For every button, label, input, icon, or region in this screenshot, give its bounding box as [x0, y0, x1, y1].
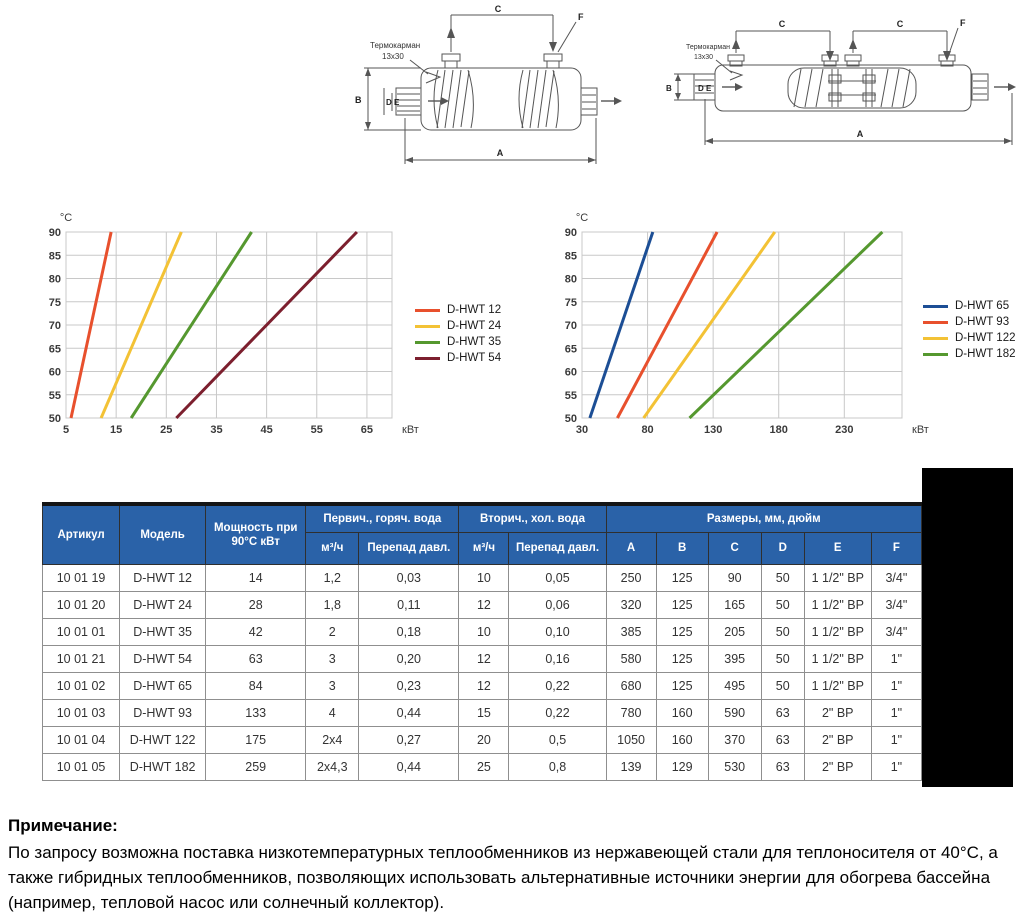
y-tick-label: 50	[48, 413, 61, 425]
note-title: Примечание:	[8, 816, 118, 835]
table-cell: 10 01 19	[43, 565, 120, 592]
x-tick-label: 25	[160, 424, 173, 436]
table-cell: 0,23	[359, 673, 459, 700]
x-axis-unit: кВт	[402, 424, 419, 436]
table-cell: 680	[606, 673, 656, 700]
table-cell: 0,10	[509, 619, 606, 646]
x-tick-label: 45	[260, 424, 273, 436]
table-cell: 1 1/2" ВР	[804, 592, 871, 619]
col-group-dimensions: Размеры, мм, дюйм	[606, 504, 921, 533]
performance-chart-small-models	[40, 205, 435, 440]
table-cell: 1 1/2" ВР	[804, 646, 871, 673]
table-row	[43, 700, 922, 727]
x-tick-label: 15	[110, 424, 123, 436]
table-cell: 395	[708, 646, 761, 673]
table-cell: 10 01 04	[43, 727, 120, 754]
table-cell: 3/4"	[871, 565, 921, 592]
table-cell: 1"	[871, 673, 921, 700]
table-cell: 3/4"	[871, 592, 921, 619]
table-cell: 50	[761, 673, 804, 700]
x-tick-label: 65	[360, 424, 374, 436]
table-cell: 3	[306, 646, 359, 673]
exchanger-body	[715, 65, 971, 111]
heat-exchanger-diagram-long	[660, 15, 1024, 165]
legend-line-swatch	[415, 341, 440, 344]
note-text: По запросу возможна поставка низкотемпературных теплообменников из нержавеющей стали для теплоносителя от 40°С, а также гибридных теплообменников, позволяющих использовать альтернативные источники энергии для обогрева бассейна (например, тепловой насос или солнечный коллектор).	[8, 843, 998, 912]
table-cell: D-HWT 54	[120, 646, 206, 673]
x-tick-label: 80	[641, 424, 654, 436]
table-cell: 25	[459, 754, 509, 781]
table-cell: 125	[656, 673, 708, 700]
table-cell: 1 1/2" ВР	[804, 565, 871, 592]
table-cell: 1,2	[306, 565, 359, 592]
dim-d-label: D	[386, 98, 392, 107]
table-cell: 125	[656, 646, 708, 673]
table-cell: 4	[306, 700, 359, 727]
x-tick-label: 230	[835, 424, 854, 436]
legend-label: D-HWT 93	[955, 316, 1010, 328]
table-cell: 1 1/2" ВР	[804, 673, 871, 700]
table-cell: 12	[459, 592, 509, 619]
table-cell: 12	[459, 646, 509, 673]
col-header-artikul: Артикул	[43, 504, 120, 565]
x-tick-label: 35	[210, 424, 223, 436]
col-header-dim-c: C	[708, 533, 761, 565]
y-tick-label: 90	[564, 227, 577, 239]
table-cell: 590	[708, 700, 761, 727]
thermo-pocket-label: Термокарман	[370, 41, 421, 50]
legend-label: D-HWT 54	[447, 352, 502, 364]
col-header-power: Мощность при 90°С кВт	[206, 504, 306, 565]
dim-c1-label: C	[778, 19, 786, 29]
table-cell: 385	[606, 619, 656, 646]
note-section	[8, 816, 1020, 915]
legend-line-swatch	[923, 337, 948, 340]
table-cell: 125	[656, 592, 708, 619]
table-cell: 10	[459, 619, 509, 646]
dim-b-label: B	[666, 84, 672, 93]
col-group-secondary: Вторич., хол. вода	[459, 504, 606, 533]
table-cell: 1"	[871, 646, 921, 673]
table-cell: 3	[306, 673, 359, 700]
table-cell: 0,5	[509, 727, 606, 754]
table-row	[43, 673, 922, 700]
table-cell: 2	[306, 619, 359, 646]
y-tick-label: 85	[564, 250, 577, 263]
table-row	[43, 727, 922, 754]
dim-f-label: F	[578, 12, 584, 22]
table-cell: 495	[708, 673, 761, 700]
col-header-secondary-flow: м³/ч	[459, 533, 509, 565]
y-axis-unit: °C	[575, 212, 589, 224]
table-cell: D-HWT 122	[120, 727, 206, 754]
thermo-pocket-size: 13x30	[382, 52, 404, 61]
table-cell: 10	[459, 565, 509, 592]
table-cell: 2" ВР	[804, 754, 871, 781]
table-cell: 129	[656, 754, 708, 781]
table-row	[43, 592, 922, 619]
table-cell: 205	[708, 619, 761, 646]
x-tick-label: 30	[575, 424, 589, 436]
table-cell: 1 1/2" ВР	[804, 619, 871, 646]
table-cell: 14	[206, 565, 306, 592]
y-tick-label: 85	[48, 250, 61, 263]
legend-item	[415, 318, 501, 334]
y-tick-label: 90	[48, 227, 61, 239]
table-cell: 0,05	[509, 565, 606, 592]
table-cell: 1"	[871, 700, 921, 727]
legend-label: D-HWT 182	[955, 348, 1016, 360]
table-cell: 780	[606, 700, 656, 727]
y-tick-label: 70	[48, 320, 61, 332]
black-redaction-box	[922, 468, 1013, 787]
table-cell: D-HWT 65	[120, 673, 206, 700]
table-cell: 63	[761, 700, 804, 727]
table-cell: 2" ВР	[804, 700, 871, 727]
table-cell: 0,03	[359, 565, 459, 592]
y-tick-label: 60	[564, 366, 577, 379]
table-cell: 250	[606, 565, 656, 592]
legend-item	[923, 314, 1016, 330]
y-tick-label: 80	[48, 273, 61, 286]
dim-f-label: F	[960, 18, 966, 28]
y-tick-label: 65	[48, 343, 61, 356]
table-cell: 530	[708, 754, 761, 781]
table-cell: 0,06	[509, 592, 606, 619]
y-tick-label: 70	[564, 320, 577, 332]
table-cell: D-HWT 182	[120, 754, 206, 781]
table-cell: 10 01 03	[43, 700, 120, 727]
table-cell: D-HWT 35	[120, 619, 206, 646]
col-header-dim-d: D	[761, 533, 804, 565]
table-cell: 580	[606, 646, 656, 673]
y-tick-label: 50	[564, 413, 577, 425]
legend-small-models	[415, 302, 501, 366]
x-tick-label: 130	[703, 424, 723, 436]
table-cell: 90	[708, 565, 761, 592]
thermo-pocket-label: Термокарман	[686, 44, 730, 51]
legend-line-swatch	[415, 357, 440, 360]
table-cell: D-HWT 93	[120, 700, 206, 727]
x-tick-label: 55	[310, 424, 323, 436]
legend-line-swatch	[923, 305, 948, 308]
table-cell: D-HWT 12	[120, 565, 206, 592]
table-cell: 1,8	[306, 592, 359, 619]
table-cell: 10 01 21	[43, 646, 120, 673]
dim-e-label: E	[394, 98, 400, 107]
table-cell: 10 01 05	[43, 754, 120, 781]
table-cell: 63	[206, 646, 306, 673]
table-cell: 0,44	[359, 754, 459, 781]
table-cell: 160	[656, 700, 708, 727]
col-header-secondary-pressure: Перепад давл.	[509, 533, 606, 565]
dim-a-label: A	[496, 148, 504, 158]
table-cell: 0,11	[359, 592, 459, 619]
table-cell: 1"	[871, 727, 921, 754]
x-tick-label: 5	[62, 424, 70, 436]
table-cell: 175	[206, 727, 306, 754]
legend-item	[923, 298, 1016, 314]
dim-d-label: D	[698, 84, 704, 93]
table-cell: 63	[761, 754, 804, 781]
x-tick-label: 180	[769, 424, 788, 436]
table-cell: 1"	[871, 754, 921, 781]
col-header-primary-pressure: Перепад давл.	[359, 533, 459, 565]
table-cell: 10 01 02	[43, 673, 120, 700]
table-cell: 50	[761, 592, 804, 619]
table-cell: 0,44	[359, 700, 459, 727]
legend-line-swatch	[923, 353, 948, 356]
table-cell: 10 01 20	[43, 592, 120, 619]
legend-label: D-HWT 65	[955, 300, 1010, 312]
table-cell: 259	[206, 754, 306, 781]
heat-exchanger-diagram-short	[348, 0, 653, 175]
table-row	[43, 754, 922, 781]
y-tick-label: 60	[48, 366, 61, 379]
col-group-primary: Первич., горяч. вода	[306, 504, 459, 533]
table-cell: 10 01 01	[43, 619, 120, 646]
table-cell: 28	[206, 592, 306, 619]
col-header-dim-a: A	[606, 533, 656, 565]
table-cell: 84	[206, 673, 306, 700]
dim-c-label: C	[494, 4, 502, 14]
legend-line-swatch	[923, 321, 948, 324]
legend-item	[415, 334, 501, 350]
x-axis-unit: кВт	[912, 424, 929, 436]
table-cell: 42	[206, 619, 306, 646]
legend-label: D-HWT 24	[447, 320, 502, 332]
legend-label: D-HWT 122	[955, 332, 1016, 344]
table-cell: 0,22	[509, 700, 606, 727]
y-axis-unit: °C	[59, 212, 73, 224]
table-cell: 2x4	[306, 727, 359, 754]
table-cell: 320	[606, 592, 656, 619]
legend-item	[415, 350, 501, 366]
table-row	[43, 565, 922, 592]
col-header-dim-f: F	[871, 533, 921, 565]
table-cell: 20	[459, 727, 509, 754]
y-tick-label: 55	[564, 389, 577, 402]
legend-item	[415, 302, 501, 318]
col-header-dim-e: E	[804, 533, 871, 565]
spec-table	[42, 502, 922, 781]
legend-item	[923, 330, 1016, 346]
dim-c2-label: C	[896, 19, 904, 29]
table-cell: 50	[761, 619, 804, 646]
table-cell: 0,18	[359, 619, 459, 646]
table-cell: 370	[708, 727, 761, 754]
table-cell: 12	[459, 673, 509, 700]
table-cell: 2x4,3	[306, 754, 359, 781]
performance-chart-large-models	[553, 205, 953, 440]
table-cell: 1050	[606, 727, 656, 754]
table-cell: 50	[761, 646, 804, 673]
y-tick-label: 75	[564, 296, 577, 309]
dim-b-label: B	[355, 95, 362, 105]
legend-label: D-HWT 12	[447, 304, 502, 316]
y-tick-label: 75	[48, 296, 61, 309]
y-tick-label: 55	[48, 389, 61, 402]
y-tick-label: 65	[564, 343, 577, 356]
table-cell: 2" ВР	[804, 727, 871, 754]
dim-a-label: A	[856, 129, 864, 139]
col-header-model: Модель	[120, 504, 206, 565]
table-cell: 3/4"	[871, 619, 921, 646]
table-cell: 15	[459, 700, 509, 727]
table-cell: 63	[761, 727, 804, 754]
col-header-dim-b: B	[656, 533, 708, 565]
col-header-primary-flow: м³/ч	[306, 533, 359, 565]
y-tick-label: 80	[564, 273, 577, 286]
legend-label: D-HWT 35	[447, 336, 502, 348]
table-cell: D-HWT 24	[120, 592, 206, 619]
table-cell: 0,22	[509, 673, 606, 700]
thermo-pocket-size: 13x30	[694, 54, 714, 61]
table-cell: 133	[206, 700, 306, 727]
table-cell: 0,16	[509, 646, 606, 673]
table-cell: 125	[656, 565, 708, 592]
table-cell: 165	[708, 592, 761, 619]
legend-line-swatch	[415, 309, 440, 312]
table-cell: 0,27	[359, 727, 459, 754]
table-row	[43, 646, 922, 673]
table-cell: 125	[656, 619, 708, 646]
dim-e-label: E	[706, 84, 712, 93]
legend-line-swatch	[415, 325, 440, 328]
table-cell: 0,20	[359, 646, 459, 673]
legend-large-models	[923, 298, 1016, 362]
legend-item	[923, 346, 1016, 362]
table-row	[43, 619, 922, 646]
table-cell: 160	[656, 727, 708, 754]
table-cell: 0,8	[509, 754, 606, 781]
table-cell: 50	[761, 565, 804, 592]
table-cell: 139	[606, 754, 656, 781]
